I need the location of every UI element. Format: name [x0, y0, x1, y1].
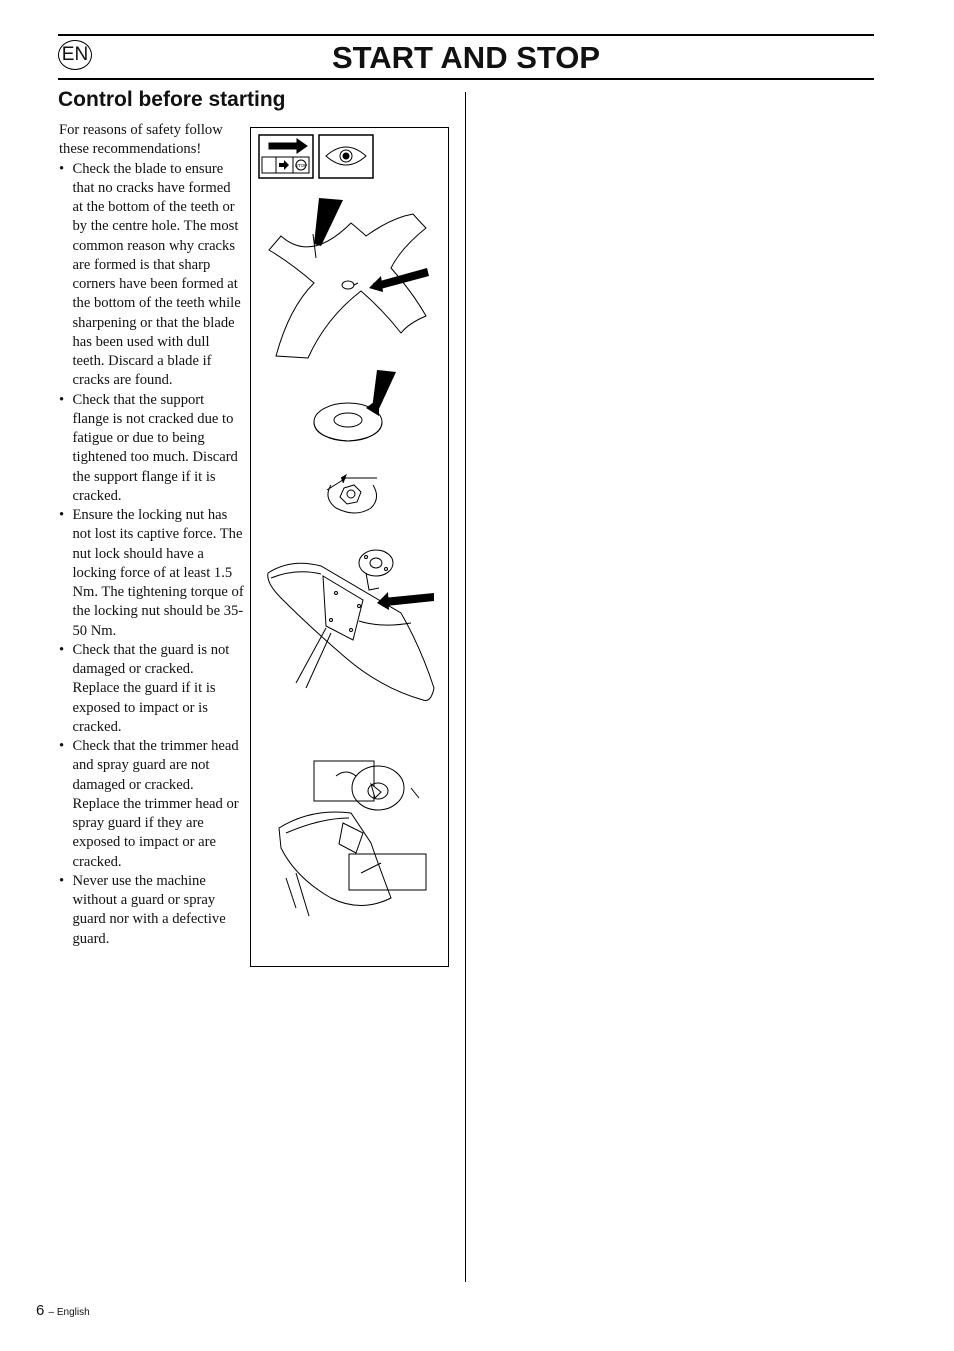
list-item: • Check the blade to ensure that no cracks have formed at the bottom of the teeth or by the centre hole. The most common reason why cracks are formed is that sharp corners have been formed at the bottom of the teeth while sharpening or that the blade has been used with dull teeth. Discard a blade if cracks are found. [59, 160, 241, 389]
column-divider [465, 92, 466, 1282]
page-title: START AND STOP [331, 40, 601, 75]
bullet: • [59, 738, 65, 754]
bullet: • [59, 160, 65, 177]
bullet: • [59, 641, 65, 658]
body-text [59, 121, 244, 949]
trimmer-head-icon [279, 761, 426, 916]
bullet: • [59, 872, 65, 889]
section-heading: Control before starting [58, 88, 286, 111]
locking-nut-icon [327, 475, 377, 513]
bullet: • [59, 507, 65, 523]
eye-inspect-icon [319, 135, 373, 178]
intro-paragraph: For reasons of safety follow these recommendations! [59, 122, 223, 158]
title-rule-bottom [58, 78, 874, 80]
list-item: • Check that the support flange is not cracked due to fatigue or due to being tightened too much. Discard the support flange if it is cracked. [59, 391, 238, 504]
page-number: 6 [36, 1302, 45, 1319]
stop-label: STOP [294, 163, 308, 168]
illustration-panel [250, 127, 449, 967]
blade-guard-icon [268, 550, 434, 701]
page-footer [36, 1302, 90, 1319]
illustration [251, 128, 450, 968]
list-item: • Check that the guard is not damaged or cracked. Replace the guard if it is exposed to impact or is cracked. [59, 641, 230, 735]
support-flange-icon [314, 370, 396, 441]
list-item: • Never use the machine without a guard or spray guard nor with a defective guard. [59, 872, 226, 947]
title-rule-top [58, 34, 874, 36]
bullet: • [59, 391, 65, 408]
list-item: • Ensure the locking nut has not lost its captive force. The nut lock should have a locking force of at least 1.5 Nm. The tightening torque of the locking nut should be 35-50 Nm. [59, 507, 244, 639]
footer-language: – English [48, 1307, 90, 1318]
stop-switch-icon [259, 135, 313, 178]
language-badge: EN [58, 40, 92, 70]
list-item: • Check that the trimmer head and spray guard are not damaged or cracked. Replace the trimmer head or spray guard if they are exposed to impact or are cracked. [59, 738, 239, 870]
checklist [59, 160, 244, 949]
blade-icon [269, 198, 429, 358]
